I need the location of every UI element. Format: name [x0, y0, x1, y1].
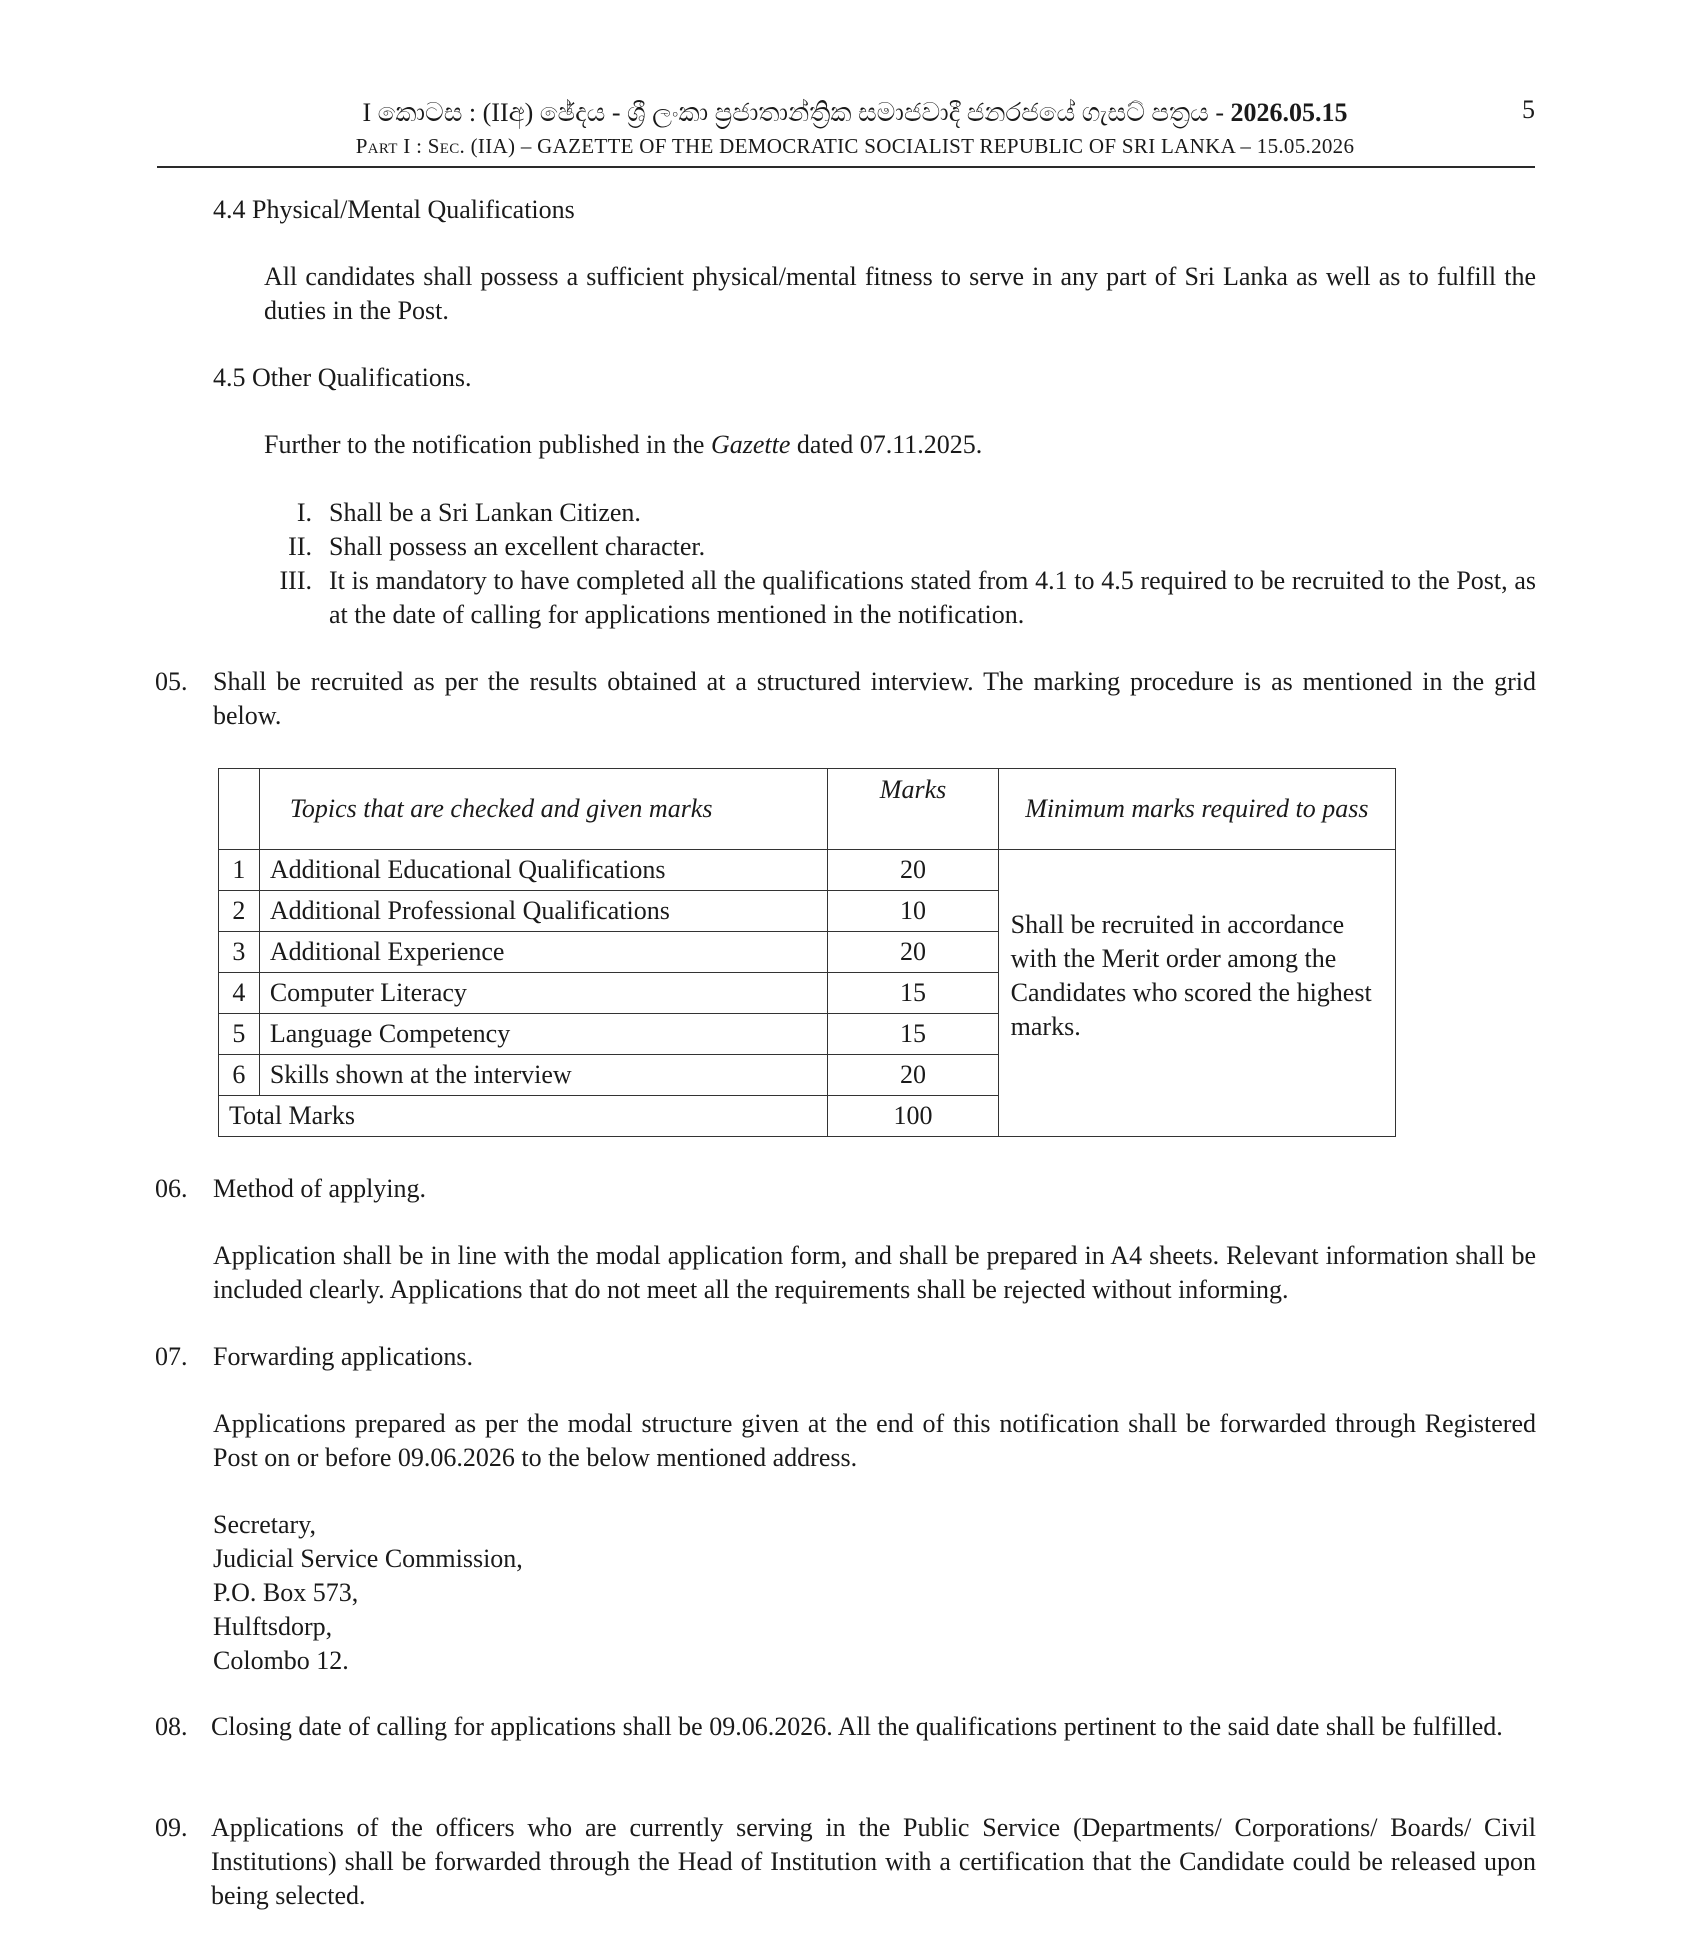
section-09-number: 09. — [155, 1813, 188, 1842]
row-topic: Additional Professional Qualifications — [259, 891, 828, 932]
row-topic: Skills shown at the interview — [259, 1055, 828, 1096]
total-marks: 100 — [828, 1096, 998, 1137]
row-marks: 10 — [828, 891, 998, 932]
qualification-item-text: It is mandatory to have completed all the qualifications stated from 4.1 to 4.5 required to be recruited to the Post, as at the date of calling for applications mentioned in the notification. — [329, 566, 1536, 629]
item-number: II. — [288, 532, 312, 561]
header-sinhala-date: 2026.05.15 — [1230, 98, 1348, 127]
row-marks: 20 — [828, 850, 998, 891]
table-header-row — [219, 769, 1396, 850]
header-topics: Topics that are checked and given marks — [259, 769, 828, 850]
row-marks: 15 — [828, 1014, 998, 1055]
section-09-text: Applications of the officers who are currently serving in the Public Service (Departments/ Corporations/ Boards/ Civil Institutions) shall be forwarded through the Head of Institution with a certification that the Candidate could be released upon being selected. — [211, 1813, 1536, 1910]
address-line: Secretary, — [213, 1510, 316, 1539]
address-line: Hulftsdorp, — [213, 1612, 333, 1641]
header-marks: Marks — [828, 769, 998, 850]
row-number: 3 — [219, 932, 260, 973]
section-07-heading: Forwarding applications. — [213, 1342, 473, 1371]
total-label: Total Marks — [219, 1096, 828, 1137]
intro-text-pre: Further to the notification published in the — [264, 430, 711, 459]
header-english-title — [0, 132, 1700, 160]
row-number: 5 — [219, 1014, 260, 1055]
section-4-4-body: All candidates shall possess a sufficient physical/mental fitness to serve in any part of Sri Lanka as well as to fulfill the duties in the Post. — [264, 262, 1536, 325]
row-number: 4 — [219, 973, 260, 1014]
section-06-number: 06. — [155, 1174, 188, 1203]
table-row — [219, 850, 1396, 891]
qualification-item: Shall be a Sri Lankan Citizen. — [329, 498, 641, 527]
address-line: P.O. Box 573, — [213, 1578, 359, 1607]
header-sec: : Sec. — [416, 134, 466, 158]
header-sinhala-title — [0, 96, 1700, 130]
section-06-heading: Method of applying. — [213, 1174, 427, 1203]
header-number-cell — [219, 769, 260, 850]
section-07-body: Applications prepared as per the modal structure given at the end of this notification shall be forwarded through Registered Post on or before 09.06.2026 to the below mentioned address. — [213, 1409, 1536, 1472]
marks-table — [218, 768, 1396, 1137]
qualification-item: Shall possess an excellent character. — [329, 532, 706, 561]
row-marks: 15 — [828, 973, 998, 1014]
address-line: Judicial Service Commission, — [213, 1544, 523, 1573]
item-number: III. — [279, 566, 312, 595]
qualification-item — [329, 564, 1536, 632]
address-line: Colombo 12. — [213, 1646, 349, 1675]
header-minimum: Minimum marks required to pass — [998, 769, 1395, 850]
row-marks: 20 — [828, 1055, 998, 1096]
intro-gazette-italic: Gazette — [710, 430, 791, 459]
header-english-rest: (IIA) – GAZETTE OF THE DEMOCRATIC SOCIALIST REPUBLIC OF SRI LANKA – 15.05.2026 — [470, 134, 1355, 158]
row-topic: Computer Literacy — [259, 973, 828, 1014]
row-topic: Additional Educational Qualifications — [259, 850, 828, 891]
section-08-number: 08. — [155, 1712, 188, 1741]
section-05-text: Shall be recruited as per the results obtained at a structured interview. The marking procedure is as mentioned in the grid below. — [213, 667, 1536, 730]
section-05-number: 05. — [155, 667, 188, 696]
row-number: 6 — [219, 1055, 260, 1096]
section-4-4-heading: 4.4 Physical/Mental Qualifications — [213, 195, 575, 224]
minimum-marks-text: Shall be recruited in accordance with the Merit order among the Candidates who scored the highest marks. — [998, 850, 1395, 1137]
header-divider — [157, 166, 1535, 168]
item-number: I. — [296, 498, 312, 527]
intro-text-post: dated 07.11.2025. — [790, 430, 983, 459]
header-part: Part I — [355, 134, 411, 158]
section-4-5-intro — [264, 428, 982, 462]
address-block — [213, 1508, 523, 1678]
row-topic: Additional Experience — [259, 932, 828, 973]
row-number: 2 — [219, 891, 260, 932]
row-topic: Language Competency — [259, 1014, 828, 1055]
page-number: 5 — [1522, 95, 1535, 124]
row-marks: 20 — [828, 932, 998, 973]
section-4-5-heading: 4.5 Other Qualifications. — [213, 363, 472, 392]
row-number: 1 — [219, 850, 260, 891]
section-08-text: Closing date of calling for applications shall be 09.06.2026. All the qualifications pertinent to the said date shall be fulfilled. — [211, 1712, 1503, 1741]
section-07-number: 07. — [155, 1342, 188, 1371]
section-06-body: Application shall be in line with the modal application form, and shall be prepared in A4 sheets. Relevant information shall be included clearly. Applications that do not meet all the requirements shall be rejected without informing. — [213, 1241, 1536, 1304]
header-sinhala-text: I කොටස : (IIඅ) ඡේදය - ශ්‍රී ලංකා ප්‍රජාතාන්ත්‍රික සමාජවාදී ජනරජයේ ගැසට් පත්‍රය - — [362, 98, 1224, 127]
